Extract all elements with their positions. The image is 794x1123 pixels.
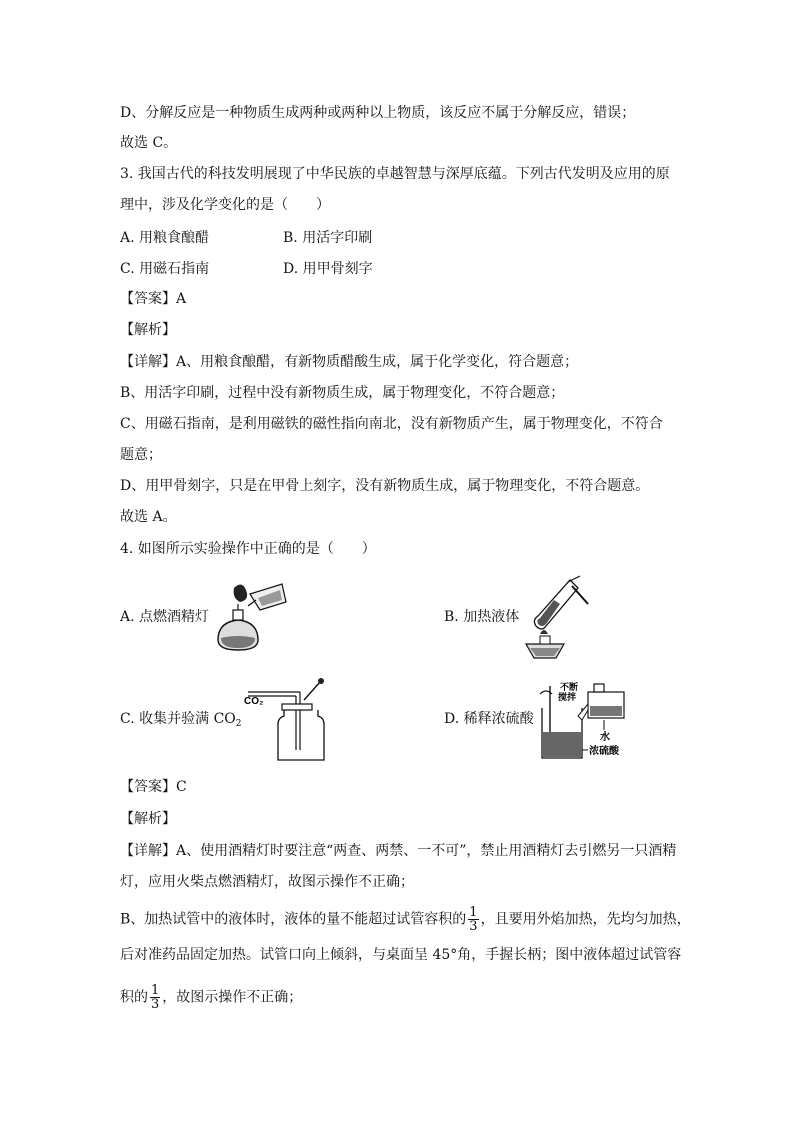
answer-4: 【答案】C <box>120 779 187 795</box>
detail-3-d: D、用甲骨刻字，只是在甲骨上刻字，没有新物质生成，属于物理变化，不符合题意。 <box>120 478 650 494</box>
detail-3-conclusion: 故选 A。 <box>120 509 177 525</box>
text-line: D、分解反应是一种物质生成两种或两种以上物质，该反应不属于分解反应，错误； <box>120 105 636 121</box>
answer-3: 【答案】A <box>120 291 187 307</box>
text-line: 故选 C。 <box>120 135 178 151</box>
q4-option-a: A. 点燃酒精灯 <box>120 609 210 625</box>
analysis-4-heading: 【解析】 <box>120 811 176 827</box>
detail-4-b-cont: 后对准药品固定加热。试管口向上倾斜，与桌面呈 45°角，手握长柄；图中液体超过试管容 <box>120 947 682 963</box>
q4-option-b: B. 加热液体 <box>444 609 520 625</box>
figure-dilute-acid <box>536 680 632 764</box>
detail-4-a-cont: 灯，应用火柴点燃酒精灯，故图示操作不正确； <box>120 874 414 890</box>
figure-alcohol-lamp <box>210 578 290 656</box>
q3-option-b: B. 用活字印刷 <box>283 230 373 246</box>
water-label: 水 <box>600 732 610 743</box>
detail-4-a: 【详解】A、使用酒精灯时要注意“两查、两禁、一不可”，禁止用酒精灯去引燃另一只酒精 <box>120 843 677 859</box>
detail-4-b: B、加热试管中的液体时，液体的量不能超过试管容积的 $\frac{1}{3}$ ，且要用外焰加热，先均匀加热， <box>120 905 691 934</box>
analysis-3-heading: 【解析】 <box>120 322 176 338</box>
detail-3-c-cont: 题意； <box>120 447 162 463</box>
fraction-one-third: $\frac{1}{3}$ <box>151 983 160 1012</box>
figure-collect-co2 <box>244 676 334 766</box>
acid-label: 浓硫酸 <box>589 746 619 757</box>
co2-label: CO₂ <box>244 696 264 707</box>
fraction-one-third: $\frac{1}{3}$ <box>469 905 478 934</box>
q3-option-c: C. 用磁石指南 <box>120 261 210 277</box>
q3-option-a: A. 用粮食酿醋 <box>120 230 210 246</box>
q4-option-d: D. 稀释浓硫酸 <box>444 711 534 727</box>
stir-label-2: 搅拌 <box>558 692 577 702</box>
question-3-stem: 3. 我国古代的科技发明展现了中华民族的卓越智慧与深厚底蕴。下列古代发明及应用的原 <box>120 166 670 182</box>
detail-3-c: C、用磁石指南，是利用磁铁的磁性指向南北，没有新物质产生，属于物理变化，不符合 <box>120 416 663 432</box>
stir-label: 不断 <box>560 682 579 692</box>
figure-heating-liquid <box>520 574 590 660</box>
q3-option-d: D. 用甲骨刻字 <box>283 261 373 277</box>
detail-4-b-end: 积的 $\frac{1}{3}$ ，故图示操作不正确； <box>120 983 303 1012</box>
detail-3-b: B、用活字印刷，过程中没有新物质生成，属于物理变化，不符合题意； <box>120 385 565 401</box>
detail-3-a: 【详解】A、用粮食酿醋，有新物质醋酸生成，属于化学变化，符合题意； <box>120 354 579 370</box>
question-4-stem: 4. 如图所示实验操作中正确的是（ ） <box>120 541 376 557</box>
question-3-stem-cont: 理中，涉及化学变化的是（ ） <box>120 197 330 213</box>
q4-option-c: C. 收集并验满 $CO_2$ <box>120 711 242 729</box>
